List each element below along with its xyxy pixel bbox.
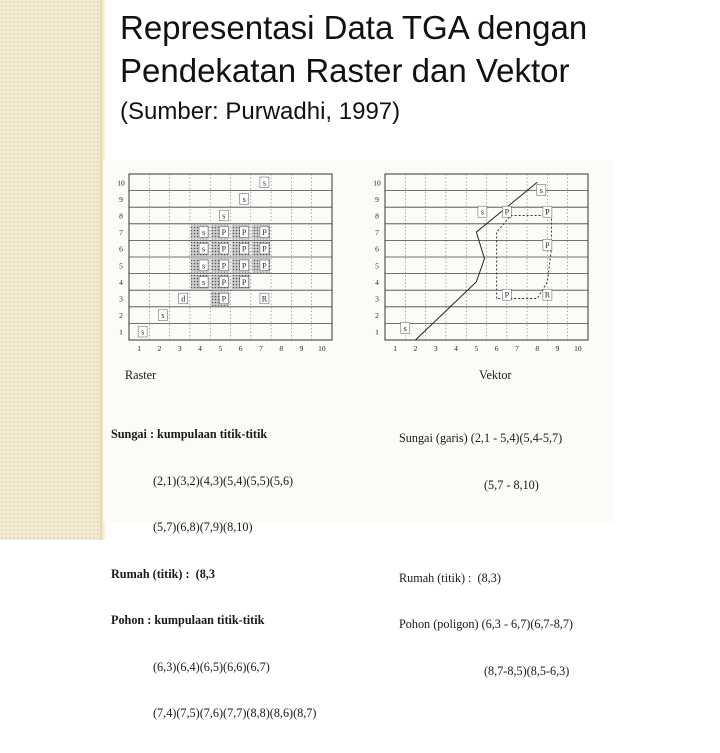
raster-text-line: (5,7)(6,8)(7,9)(8,10) [153, 520, 253, 534]
raster-cell-label: s [201, 244, 206, 254]
raster-cell-label: P [221, 277, 227, 287]
raster-cell-label: s [201, 261, 206, 271]
raster-cell-label: R [261, 294, 268, 304]
vektor-x-tick-label: 7 [515, 344, 519, 353]
raster-y-tick-label: 5 [119, 261, 123, 271]
vektor-x-tick-label: 2 [413, 344, 418, 353]
vektor-x-tick-label: 6 [494, 344, 499, 353]
raster-x-tick-label: 2 [157, 344, 162, 353]
raster-cell-label: P [241, 261, 247, 271]
raster-text-line: (6,3)(6,4)(6,5)(6,6)(6,7) [153, 659, 270, 674]
raster-cell-label: s [242, 194, 246, 204]
vektor-text-line: (8,7-8,5)(8,5-6,3) [484, 663, 570, 678]
raster-y-tick-label: 2 [119, 311, 123, 321]
vektor-y-tick-label: 1 [375, 327, 379, 337]
raster-cell-label: P [241, 277, 247, 287]
raster-x-tick-label: 4 [198, 344, 202, 353]
vektor-label: P [504, 290, 510, 300]
vektor-x-tick-label: 3 [433, 344, 438, 353]
raster-cell-label: d [181, 294, 186, 304]
raster-cell-label: s [262, 178, 266, 188]
raster-cell-label: P [262, 228, 267, 238]
vektor-x-tick-label: 10 [574, 344, 582, 353]
vektor-label: s [539, 186, 543, 196]
vektor-label: R [544, 290, 551, 300]
vektor-y-tick-label: 4 [375, 277, 379, 287]
raster-y-tick-label: 8 [119, 211, 123, 221]
raster-cell-label: P [262, 261, 267, 271]
raster-text-line: Rumah (titik) : (8,3 [111, 566, 215, 581]
vektor-y-tick-label: 5 [375, 261, 379, 271]
raster-x-tick-label: 9 [299, 344, 304, 353]
raster-cell-label: s [161, 311, 165, 321]
vektor-y-tick-label: 8 [375, 211, 379, 221]
vektor-x-tick-label: 8 [535, 344, 540, 353]
vektor-caption: Vektor [479, 368, 512, 382]
raster-x-tick-label: 7 [259, 344, 263, 353]
vektor-y-tick-label: 2 [375, 311, 379, 321]
raster-y-tick-label: 10 [117, 178, 125, 188]
vektor-label: P [545, 240, 550, 250]
raster-vektor-figure [103, 160, 613, 720]
raster-cell-label: s [201, 277, 206, 287]
raster-x-tick-label: 10 [318, 344, 326, 353]
raster-y-tick-label: 4 [119, 277, 123, 287]
vektor-x-tick-label: 9 [555, 344, 560, 353]
raster-cell-label: P [221, 244, 227, 254]
vektor-text-line: (5,7 - 8,10) [484, 477, 539, 492]
raster-x-tick-label: 8 [279, 344, 284, 353]
raster-cell-label: P [241, 244, 247, 254]
vektor-x-tick-label: 1 [393, 344, 398, 353]
vektor-y-tick-label: 6 [375, 244, 379, 254]
raster-x-tick-label: 5 [218, 344, 223, 353]
raster-x-tick-label: 6 [238, 344, 243, 353]
raster-y-tick-label: 9 [119, 194, 123, 204]
raster-description [111, 396, 316, 753]
raster-y-tick-label: 3 [119, 294, 123, 304]
vektor-label: P [504, 207, 510, 217]
raster-cell-label: P [221, 261, 227, 271]
raster-cell-label: s [222, 211, 226, 221]
vektor-text-line: Rumah (titik) : (8,3) [399, 570, 501, 585]
raster-y-tick-label: 7 [119, 228, 123, 238]
raster-y-tick-label: 6 [119, 244, 123, 254]
vektor-label: s [480, 207, 485, 217]
slide-title [120, 6, 710, 92]
vektor-y-tick-label: 9 [375, 194, 379, 204]
vektor-text-line: Sungai (garis) (2,1 - 5,4)(5,4-5,7) [399, 431, 563, 445]
raster-cell-label: P [221, 294, 227, 304]
raster-cell-label: P [241, 228, 247, 238]
vektor-x-tick-label: 5 [474, 344, 479, 353]
raster-cell-label: P [221, 228, 227, 238]
vektor-y-tick-label: 7 [375, 228, 379, 238]
raster-cell-label: P [262, 244, 267, 254]
vektor-label: s [403, 323, 407, 333]
raster-text-line: Sungai : kumpulaan titik-titik [111, 427, 268, 441]
decorative-sidebar [0, 0, 100, 540]
raster-caption: Raster [125, 368, 157, 382]
vektor-label: P [545, 207, 550, 217]
title-line-1: Representasi Data TGA dengan [120, 9, 588, 46]
raster-text-line: (7,4)(7,5)(7,6)(7,7)(8,8)(8,6)(8,7) [153, 706, 317, 720]
raster-text-line: Pohon : kumpulaan titik-titik [111, 613, 265, 627]
vektor-description [399, 400, 573, 710]
vektor-text-line: Pohon (poligon) (6,3 - 6,7)(6,7-8,7) [399, 617, 573, 631]
title-line-2: Pendekatan Raster dan Vektor [120, 52, 570, 89]
raster-y-tick-label: 1 [119, 327, 123, 337]
raster-x-tick-label: 1 [137, 344, 142, 353]
vektor-x-tick-label: 4 [454, 344, 458, 353]
vektor-text-line [399, 524, 573, 540]
river-line [415, 182, 537, 340]
raster-cell-label: s [141, 327, 145, 337]
raster-cell-label: s [201, 228, 206, 238]
vektor-y-tick-label: 3 [375, 294, 379, 304]
raster-text-line: (2,1)(3,2)(4,3)(5,4)(5,5)(5,6) [153, 473, 294, 488]
vektor-y-tick-label: 10 [373, 178, 381, 188]
raster-x-tick-label: 3 [177, 344, 182, 353]
source-citation: (Sumber: Purwadhi, 1997) [120, 98, 401, 125]
